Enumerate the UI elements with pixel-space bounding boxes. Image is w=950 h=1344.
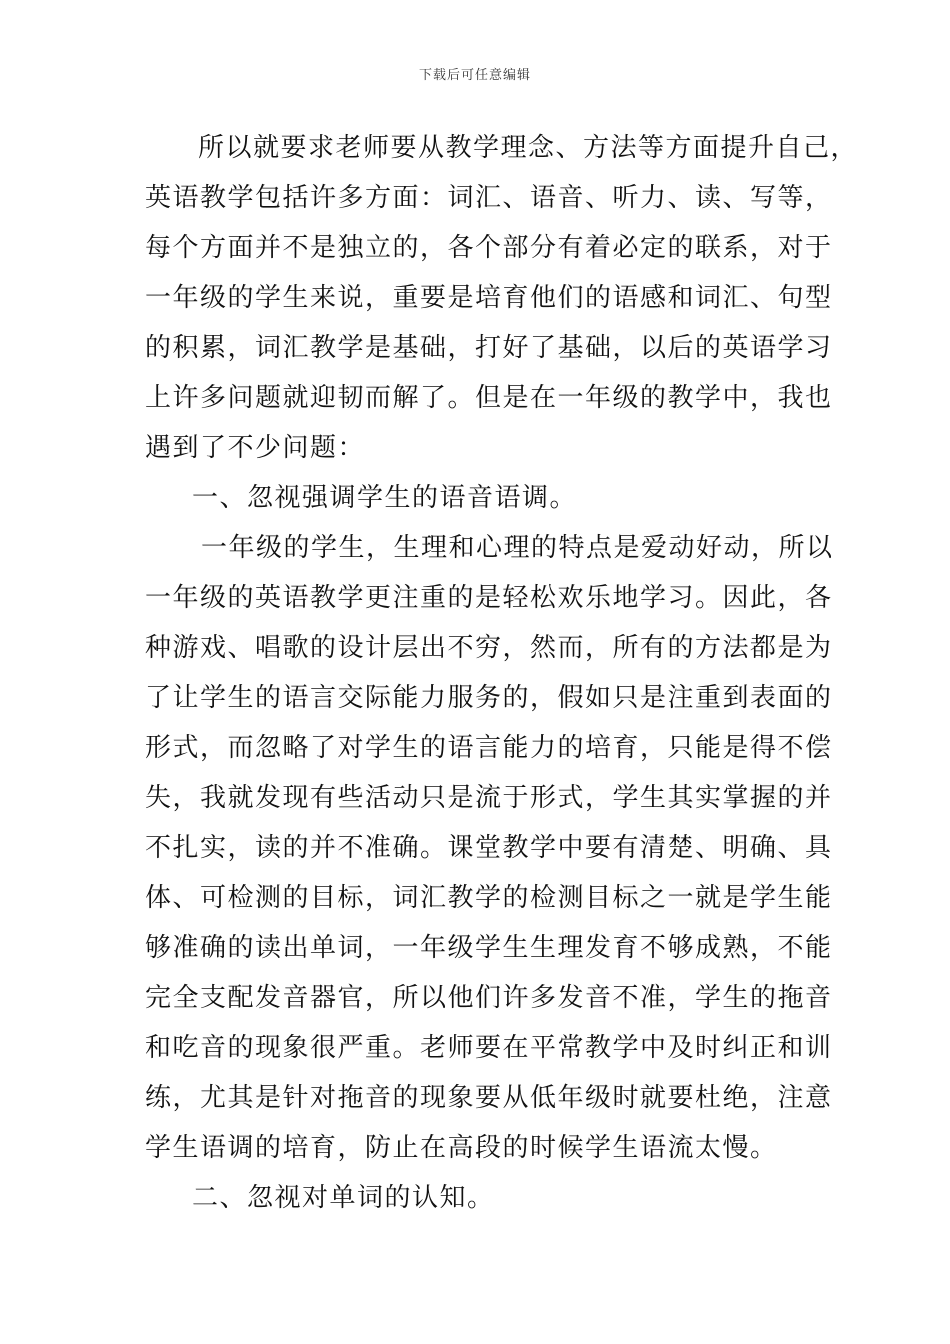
paragraph-line: 完全支配发音器官，所以他们许多发音不准，学生的拖音 xyxy=(145,983,833,1013)
paragraph-line: 失，我就发现有些活动只是流于形式，学生其实掌握的并 xyxy=(145,783,833,813)
paragraph-line: 学生语调的培育，防止在高段的时候学生语流太慢。 xyxy=(145,1133,778,1163)
paragraph-line: 种游戏、唱歌的设计层出不穷，然而，所有的方法都是为 xyxy=(145,633,833,663)
paragraph-line: 形式，而忽略了对学生的语言能力的培育，只能是得不偿 xyxy=(145,733,833,763)
paragraph-line: 上许多问题就迎韧而解了。但是在一年级的教学中，我也 xyxy=(145,383,833,413)
paragraph-line: 一年级的学生，生理和心理的特点是爱动好动，所以 xyxy=(201,533,834,563)
paragraph-line: 英语教学包括许多方面：词汇、语音、听力、读、写等， xyxy=(145,183,833,213)
paragraph-line: 了让学生的语言交际能力服务的，假如只是注重到表面的 xyxy=(145,683,833,713)
paragraph-line: 练，尤其是针对拖音的现象要从低年级时就要杜绝，注意 xyxy=(145,1083,833,1113)
page-header: 下载后可任意编辑 xyxy=(418,68,531,83)
paragraph-line: 一年级的学生来说，重要是培育他们的语感和词汇、句型 xyxy=(145,283,833,313)
paragraph-line: 的积累，词汇教学是基础，打好了基础，以后的英语学习 xyxy=(145,333,833,363)
paragraph-line: 所以就要求老师要从教学理念、方法等方面提升自己， xyxy=(198,133,859,163)
section-heading: 二、忽视对单词的认知。 xyxy=(192,1183,495,1213)
paragraph-line: 遇到了不少问题： xyxy=(145,433,366,463)
paragraph-line: 和吃音的现象很严重。老师要在平常教学中及时纠正和训 xyxy=(145,1033,833,1063)
paragraph-line: 一年级的英语教学更注重的是轻松欢乐地学习。因此，各 xyxy=(145,583,833,613)
paragraph-line: 体、可检测的目标，词汇教学的检测目标之一就是学生能 xyxy=(145,883,833,913)
section-heading: 一、忽视强调学生的语音语调。 xyxy=(192,483,578,513)
paragraph-line: 每个方面并不是独立的，各个部分有着必定的联系，对于 xyxy=(145,233,833,263)
paragraph-line: 够准确的读出单词，一年级学生生理发育不够成熟，不能 xyxy=(145,933,833,963)
paragraph-line: 不扎实，读的并不准确。课堂教学中要有清楚、明确、具 xyxy=(145,833,833,863)
